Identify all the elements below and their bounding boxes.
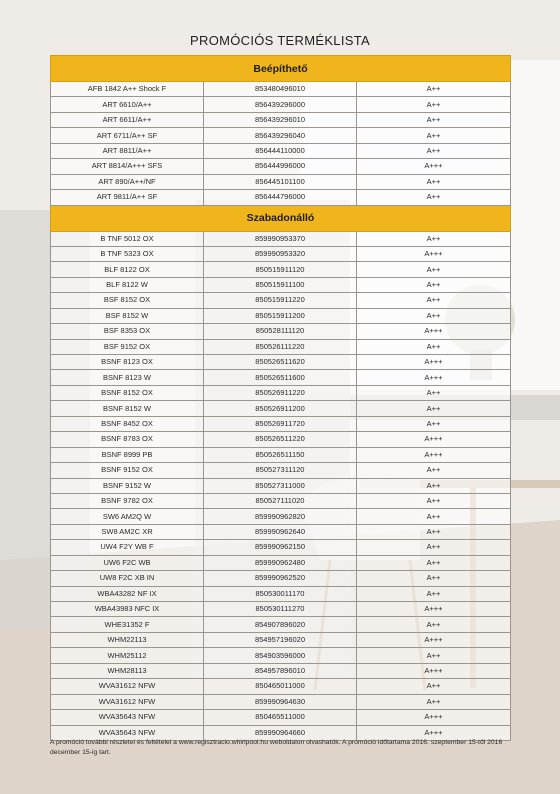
table-row bbox=[51, 308, 511, 323]
product-code-cell: 850526511150 bbox=[204, 447, 357, 462]
table-row bbox=[51, 509, 511, 524]
product-model-cell: B TNF 5012 OX bbox=[51, 231, 204, 246]
product-code-cell: 856444996000 bbox=[204, 159, 357, 174]
energy-class-cell: A++ bbox=[357, 540, 511, 555]
product-model-cell: ART 6611/A++ bbox=[51, 112, 204, 127]
product-code-cell: 859990953320 bbox=[204, 246, 357, 261]
product-code-cell: 850515911120 bbox=[204, 262, 357, 277]
product-code-cell: 850526911200 bbox=[204, 401, 357, 416]
product-model-cell: BSF 9152 OX bbox=[51, 339, 204, 354]
table-row bbox=[51, 128, 511, 143]
product-model-cell: WBA43983 NFC IX bbox=[51, 602, 204, 617]
table-row bbox=[51, 524, 511, 539]
energy-class-cell: A++ bbox=[357, 97, 511, 112]
table-row bbox=[51, 324, 511, 339]
energy-class-cell: A++ bbox=[357, 308, 511, 323]
energy-class-cell: A++ bbox=[357, 262, 511, 277]
table-row bbox=[51, 401, 511, 416]
product-code-cell: 850526511220 bbox=[204, 432, 357, 447]
table-row bbox=[51, 143, 511, 158]
table-row bbox=[51, 262, 511, 277]
table-row bbox=[51, 370, 511, 385]
energy-class-cell: A++ bbox=[357, 509, 511, 524]
product-code-cell: 859990962150 bbox=[204, 540, 357, 555]
energy-class-cell: A++ bbox=[357, 571, 511, 586]
product-model-cell: ART 6711/A++ SF bbox=[51, 128, 204, 143]
table-row bbox=[51, 493, 511, 508]
energy-class-cell: A++ bbox=[357, 478, 511, 493]
energy-class-cell: A+++ bbox=[357, 246, 511, 261]
energy-class-cell: A++ bbox=[357, 694, 511, 709]
table-row bbox=[51, 159, 511, 174]
table-row bbox=[51, 432, 511, 447]
energy-class-cell: A+++ bbox=[357, 159, 511, 174]
product-code-cell: 856444110000 bbox=[204, 143, 357, 158]
table-row bbox=[51, 602, 511, 617]
energy-class-cell: A+++ bbox=[357, 602, 511, 617]
table-row bbox=[51, 694, 511, 709]
product-model-cell: SW8 AM2C XR bbox=[51, 524, 204, 539]
product-model-cell: BLF 8122 OX bbox=[51, 262, 204, 277]
product-code-cell: 856445101100 bbox=[204, 174, 357, 189]
product-model-cell: WVA35643 NFW bbox=[51, 725, 204, 740]
energy-class-cell: A++ bbox=[357, 679, 511, 694]
table-row bbox=[51, 540, 511, 555]
product-model-cell: BSNF 9782 OX bbox=[51, 493, 204, 508]
product-code-cell: 859990962520 bbox=[204, 571, 357, 586]
energy-class-cell: A++ bbox=[357, 339, 511, 354]
table-row bbox=[51, 447, 511, 462]
section-title: Beépíthető bbox=[51, 56, 511, 82]
energy-class-cell: A++ bbox=[357, 174, 511, 189]
product-code-cell: 856439296040 bbox=[204, 128, 357, 143]
table-row bbox=[51, 277, 511, 292]
energy-class-cell: A++ bbox=[357, 277, 511, 292]
product-code-cell: 854957896010 bbox=[204, 663, 357, 678]
product-code-cell: 850515911200 bbox=[204, 308, 357, 323]
energy-class-cell: A++ bbox=[357, 463, 511, 478]
table-row bbox=[51, 463, 511, 478]
energy-class-cell: A++ bbox=[357, 128, 511, 143]
product-model-cell: BLF 8122 W bbox=[51, 277, 204, 292]
product-code-cell: 850515911220 bbox=[204, 293, 357, 308]
product-code-cell: 856439296000 bbox=[204, 97, 357, 112]
energy-class-cell: A++ bbox=[357, 293, 511, 308]
energy-class-cell: A++ bbox=[357, 493, 511, 508]
energy-class-cell: A++ bbox=[357, 82, 511, 97]
product-model-cell: ART 8814/A+++ SFS bbox=[51, 159, 204, 174]
table-row bbox=[51, 82, 511, 97]
product-code-cell: 850530111270 bbox=[204, 602, 357, 617]
product-model-cell: ART 8811/A++ bbox=[51, 143, 204, 158]
page-title: PROMÓCIÓS TERMÉKLISTA bbox=[190, 33, 370, 48]
table-row bbox=[51, 97, 511, 112]
product-code-cell: 850526111220 bbox=[204, 339, 357, 354]
energy-class-cell: A++ bbox=[357, 648, 511, 663]
table-row bbox=[51, 293, 511, 308]
product-model-cell: WHE31352 F bbox=[51, 617, 204, 632]
product-code-cell: 859990962640 bbox=[204, 524, 357, 539]
product-code-cell: 859990964660 bbox=[204, 725, 357, 740]
product-model-cell: BSNF 8452 OX bbox=[51, 416, 204, 431]
table-row bbox=[51, 112, 511, 127]
product-code-cell: 850527311000 bbox=[204, 478, 357, 493]
table-row bbox=[51, 246, 511, 261]
product-model-cell: BSF 8152 W bbox=[51, 308, 204, 323]
energy-class-cell: A++ bbox=[357, 586, 511, 601]
product-model-cell: BSNF 8152 OX bbox=[51, 385, 204, 400]
product-model-cell: BSNF 8123 OX bbox=[51, 355, 204, 370]
product-model-cell: BSF 8353 OX bbox=[51, 324, 204, 339]
table-row bbox=[51, 339, 511, 354]
energy-class-cell: A+++ bbox=[357, 447, 511, 462]
product-model-cell: BSNF 8152 W bbox=[51, 401, 204, 416]
product-model-cell: UW8 F2C XB IN bbox=[51, 571, 204, 586]
section-title: Szabadonálló bbox=[51, 205, 511, 231]
table-row bbox=[51, 385, 511, 400]
table-row bbox=[51, 663, 511, 678]
footnote: A promóció további részletei és feltételei a www.regisztracio.whirlpool.hu weboldalon olvashatók. A promóció időtartama 2016. szeptember 15-től 2016 december 15-ig tart. bbox=[50, 739, 503, 756]
product-code-cell: 853480496010 bbox=[204, 82, 357, 97]
product-model-cell: WVA35643 NFW bbox=[51, 710, 204, 725]
product-model-cell: WVA31612 NFW bbox=[51, 679, 204, 694]
table-row bbox=[51, 632, 511, 647]
product-model-cell: BSNF 9152 W bbox=[51, 478, 204, 493]
energy-class-cell: A+++ bbox=[357, 663, 511, 678]
energy-class-cell: A+++ bbox=[357, 632, 511, 647]
table-row bbox=[51, 355, 511, 370]
section-header bbox=[51, 205, 511, 231]
table-row bbox=[51, 571, 511, 586]
energy-class-cell: A+++ bbox=[357, 710, 511, 725]
table-row bbox=[51, 586, 511, 601]
product-code-cell: 850526511620 bbox=[204, 355, 357, 370]
product-code-cell: 850526911220 bbox=[204, 385, 357, 400]
product-model-cell: B TNF 5323 OX bbox=[51, 246, 204, 261]
product-model-cell: WBA43282 NF IX bbox=[51, 586, 204, 601]
table-row bbox=[51, 416, 511, 431]
product-model-cell: AFB 1842 A++ Shock F bbox=[51, 82, 204, 97]
table-row bbox=[51, 478, 511, 493]
product-code-cell: 856444796000 bbox=[204, 190, 357, 205]
energy-class-cell: A++ bbox=[357, 143, 511, 158]
product-model-cell: BSNF 8783 OX bbox=[51, 432, 204, 447]
table-row bbox=[51, 231, 511, 246]
product-model-cell: WHM25112 bbox=[51, 648, 204, 663]
energy-class-cell: A+++ bbox=[357, 725, 511, 740]
energy-class-cell: A++ bbox=[357, 190, 511, 205]
product-model-cell: ART 9811/A++ SF bbox=[51, 190, 204, 205]
energy-class-cell: A+++ bbox=[357, 355, 511, 370]
product-code-cell: 859990962480 bbox=[204, 555, 357, 570]
product-code-cell: 859990964630 bbox=[204, 694, 357, 709]
table-row bbox=[51, 679, 511, 694]
product-code-cell: 859990953370 bbox=[204, 231, 357, 246]
product-model-cell: BSNF 8999 PB bbox=[51, 447, 204, 462]
product-code-cell: 850526911720 bbox=[204, 416, 357, 431]
product-code-cell: 850527311120 bbox=[204, 463, 357, 478]
product-model-cell: UW4 F2Y WB F bbox=[51, 540, 204, 555]
product-model-cell: WVA31612 NFW bbox=[51, 694, 204, 709]
product-code-cell: 850528111120 bbox=[204, 324, 357, 339]
table-row bbox=[51, 174, 511, 189]
energy-class-cell: A+++ bbox=[357, 432, 511, 447]
table-row bbox=[51, 710, 511, 725]
section-header bbox=[51, 56, 511, 82]
product-code-cell: 854957196020 bbox=[204, 632, 357, 647]
table-row bbox=[51, 617, 511, 632]
product-model-cell: SW6 AM2Q W bbox=[51, 509, 204, 524]
energy-class-cell: A++ bbox=[357, 231, 511, 246]
energy-class-cell: A++ bbox=[357, 112, 511, 127]
energy-class-cell: A++ bbox=[357, 401, 511, 416]
product-model-cell: BSNF 8123 W bbox=[51, 370, 204, 385]
product-model-cell: WHM22113 bbox=[51, 632, 204, 647]
energy-class-cell: A++ bbox=[357, 524, 511, 539]
product-table bbox=[50, 55, 511, 741]
product-code-cell: 854907896020 bbox=[204, 617, 357, 632]
product-code-cell: 850526511600 bbox=[204, 370, 357, 385]
product-code-cell: 850530011170 bbox=[204, 586, 357, 601]
product-code-cell: 850515911100 bbox=[204, 277, 357, 292]
product-code-cell: 850465511000 bbox=[204, 710, 357, 725]
product-model-cell: ART 890/A++/NF bbox=[51, 174, 204, 189]
table-row bbox=[51, 555, 511, 570]
energy-class-cell: A++ bbox=[357, 555, 511, 570]
product-code-cell: 850527111020 bbox=[204, 493, 357, 508]
product-code-cell: 850465011000 bbox=[204, 679, 357, 694]
energy-class-cell: A++ bbox=[357, 385, 511, 400]
energy-class-cell: A+++ bbox=[357, 324, 511, 339]
product-model-cell: ART 6610/A++ bbox=[51, 97, 204, 112]
product-model-cell: UW6 F2C WB bbox=[51, 555, 204, 570]
energy-class-cell: A++ bbox=[357, 416, 511, 431]
product-code-cell: 859990962820 bbox=[204, 509, 357, 524]
product-code-cell: 856439296010 bbox=[204, 112, 357, 127]
table-row bbox=[51, 190, 511, 205]
product-model-cell: WHM28113 bbox=[51, 663, 204, 678]
table-row bbox=[51, 648, 511, 663]
energy-class-cell: A++ bbox=[357, 617, 511, 632]
product-model-cell: BSF 8152 OX bbox=[51, 293, 204, 308]
energy-class-cell: A+++ bbox=[357, 370, 511, 385]
product-model-cell: BSNF 9152 OX bbox=[51, 463, 204, 478]
product-code-cell: 854903596000 bbox=[204, 648, 357, 663]
